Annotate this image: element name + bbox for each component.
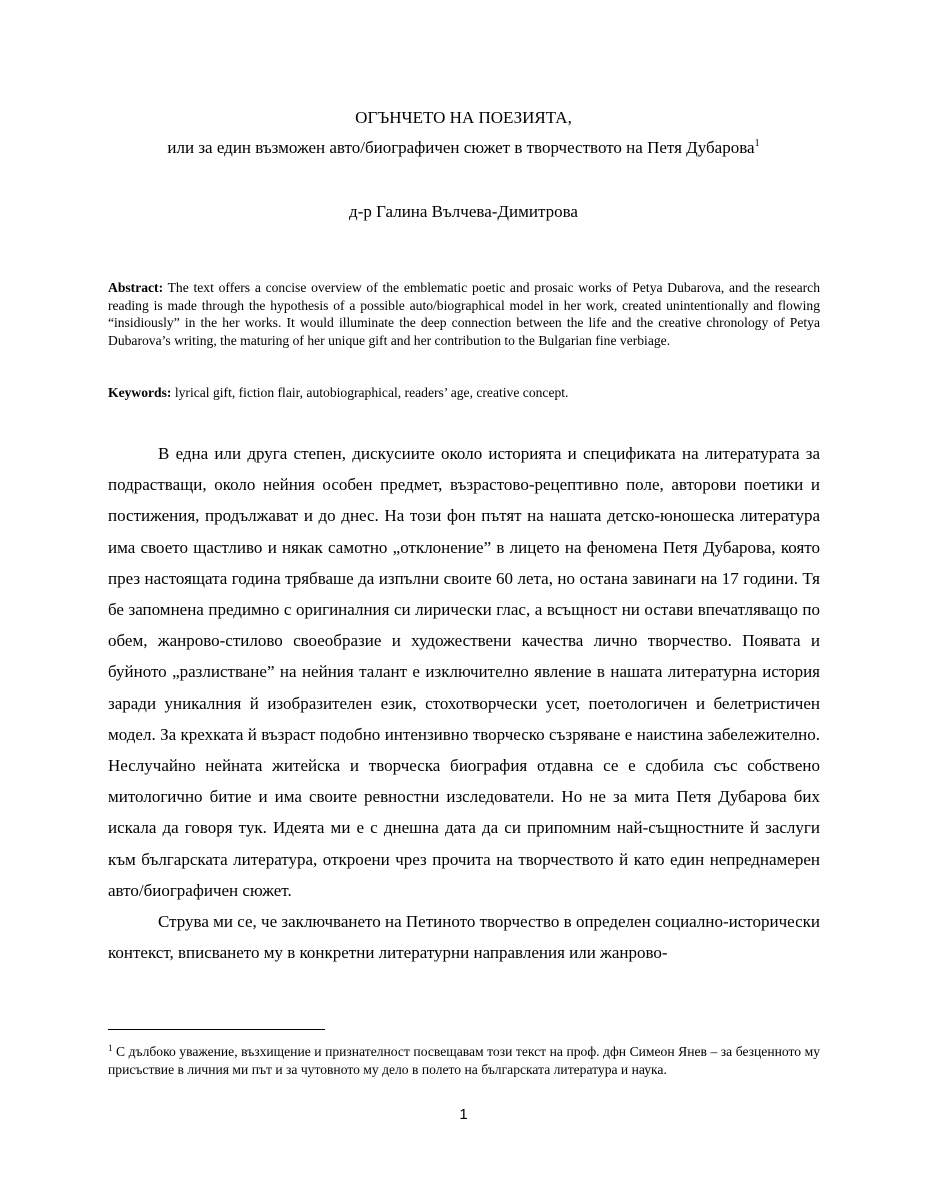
footnote-mark: 1 (108, 1043, 113, 1053)
subtitle-text: или за един възможен авто/биографичен сюжет в творчеството на Петя Дубарова (167, 138, 755, 157)
author-name: д-р Галина Вълчева-Димитрова (349, 202, 578, 221)
footnote-text: С дълбоко уважение, възхищение и признателност посвещавам този текст на проф. дфн Симеон Янев – за безценното му присъствие в личния ми път и за чутовното му дело в полето на българската литература и наука. (108, 1044, 820, 1077)
paper-subtitle (0, 138, 927, 158)
keywords-text: lyrical gift, fiction flair, autobiographical, readers’ age, creative concept. (174, 385, 569, 400)
abstract-label: Abstract: (108, 280, 164, 295)
body-paragraph: Струва ми се, че заключването на Петиното творчество в определен социално-исторически контекст, вписването му в конкретни литературни направления или жанрово- (108, 912, 820, 963)
abstract-text: The text offers a concise overview of the emblematic poetic and prosaic works of Petya Dubarova, and the research reading is made through the hypothesis of a possible auto/biographical model in her work, created unintentionally and flowing “insidiously” in the her works. It would illuminate the deep connection between the life and the creative chronology of Petya Dubarova’s writing, the maturing of her unique gift and her contribution to the Bulgarian fine verbiage. (108, 280, 820, 348)
abstract-paragraph (108, 279, 820, 349)
page-number: 1 (459, 1106, 468, 1123)
body-text (108, 438, 820, 968)
body-paragraph: В една или друга степен, дискусиите около историята и спецификата на литературата за подрастващи, около нейния особен предмет, възрастово-рецептивно поле, авторови поетики и постижения, продължават и до днес. На този фон пътят на нашата детско-юношеска литература има своето щастливо и някак самотно „отклонение” в лицето на феномена Петя Дубарова, която през настоящата година трябваше да изпълни своите 60 лета, но остана завинаги на 17 години. Тя бе запомнена предимно с оригиналния си лирически глас, а всъщност ни остави впечатляващо по обем, жанрово-стилово своеобразие и художествени качества лично творчество. Появата и буйното „разлистване” на нейния талант е изключително явление в нашата литературна история заради уникалния й изобразителен език, стохотворчески усет, поетологичен и белетристичен модел. За крехката й възраст подобно интензивно творческо съзряване е наистина забележително. Неслучайно нейната житейска и творческа биография отдавна се е сдобила със собствено митологично битие и има своите ревностни изследователи. Но не за мита Петя Дубарова бих искала да говоря тук. Идеята ми е с днешна дата да си припомним най-същностните й заслуги към българската литература, откроени чрез прочита на творчеството й като един непреднамерен авто/биографичен сюжет. (108, 444, 820, 900)
keywords-paragraph (108, 384, 820, 402)
footnote-reference[interactable]: 1 (754, 138, 760, 149)
footnote-separator (108, 1029, 325, 1030)
keywords-label: Keywords: (108, 385, 172, 400)
footnote (108, 1040, 820, 1078)
paper-title: ОГЪНЧЕТО НА ПОЕЗИЯТА, (355, 108, 572, 127)
